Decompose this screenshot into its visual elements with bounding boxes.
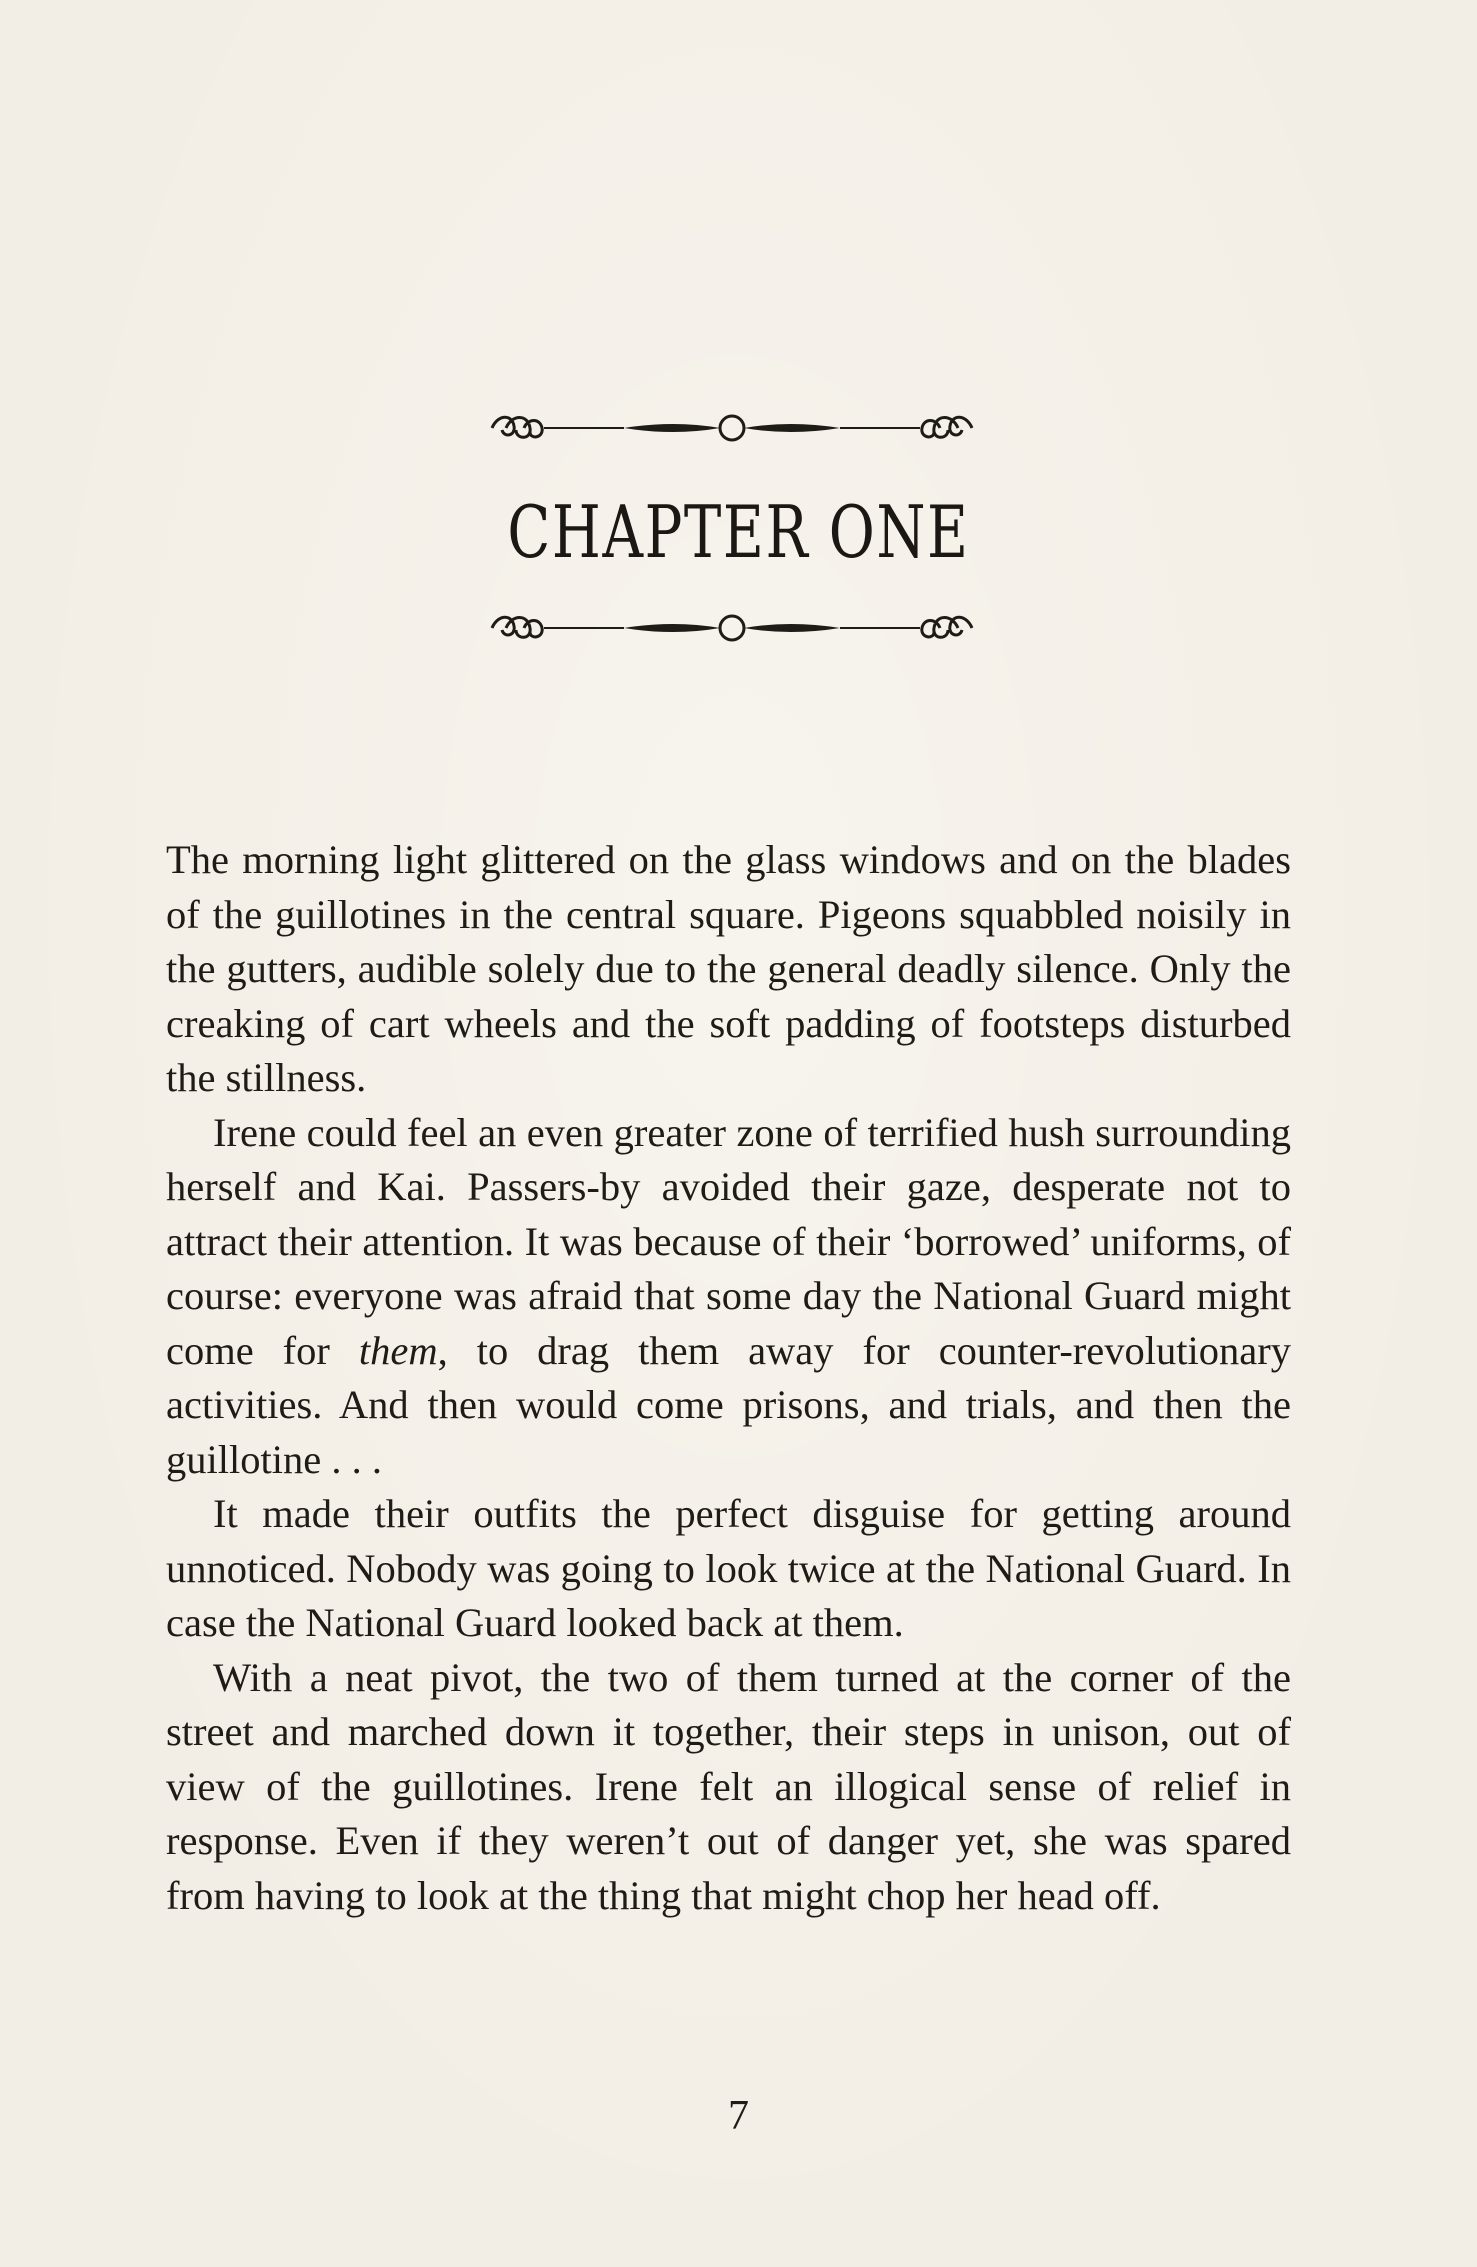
ornament-top-icon	[484, 406, 980, 450]
ornament-bottom-icon	[484, 606, 980, 650]
chapter-title: CHAPTER ONE	[507, 490, 970, 574]
chapter-body	[166, 833, 1291, 1923]
page-number: 7	[728, 2093, 749, 2139]
paragraph-4: With a neat pivot, the two of them turned at the corner of the street and marched down it together, their steps in unison, out of view of the guillotines. Irene felt an illogical sense of relief in response. Even if they weren’t out of danger yet, she was spared from having to look at the thing that might chop her head off.	[166, 1654, 1291, 1918]
paragraph-2-emphasis: them	[358, 1327, 438, 1373]
paragraph-1: The morning light glittered on the glass windows and on the blades of the guillotines in the central square. Pigeons squabbled noisily in the gutters, audible solely due to the general deadly silence. Only the creaking of cart wheels and the soft padding of footsteps disturbed the stillness.	[166, 837, 1291, 1100]
paragraph-2-text-b: , to drag them away for counter-revolutionary activities. And then would come prisons, and trials, and then the guillotine . . .	[166, 1327, 1291, 1482]
paragraph-2	[166, 1106, 1291, 1488]
paragraph-2-text-a: Irene could feel an even greater zone of terrified hush surrounding herself and Kai. Passers-by avoided their gaze, desperate not to attract their attention. It was because of their ‘borrowed’ uniforms, of course: everyone was afraid that some day the National Guard might come for	[166, 1109, 1291, 1373]
paragraph-3: It made their outfits the perfect disguise for getting around unnoticed. Nobody was going to look twice at the National Guard. In case the National Guard looked back at them.	[166, 1491, 1291, 1645]
